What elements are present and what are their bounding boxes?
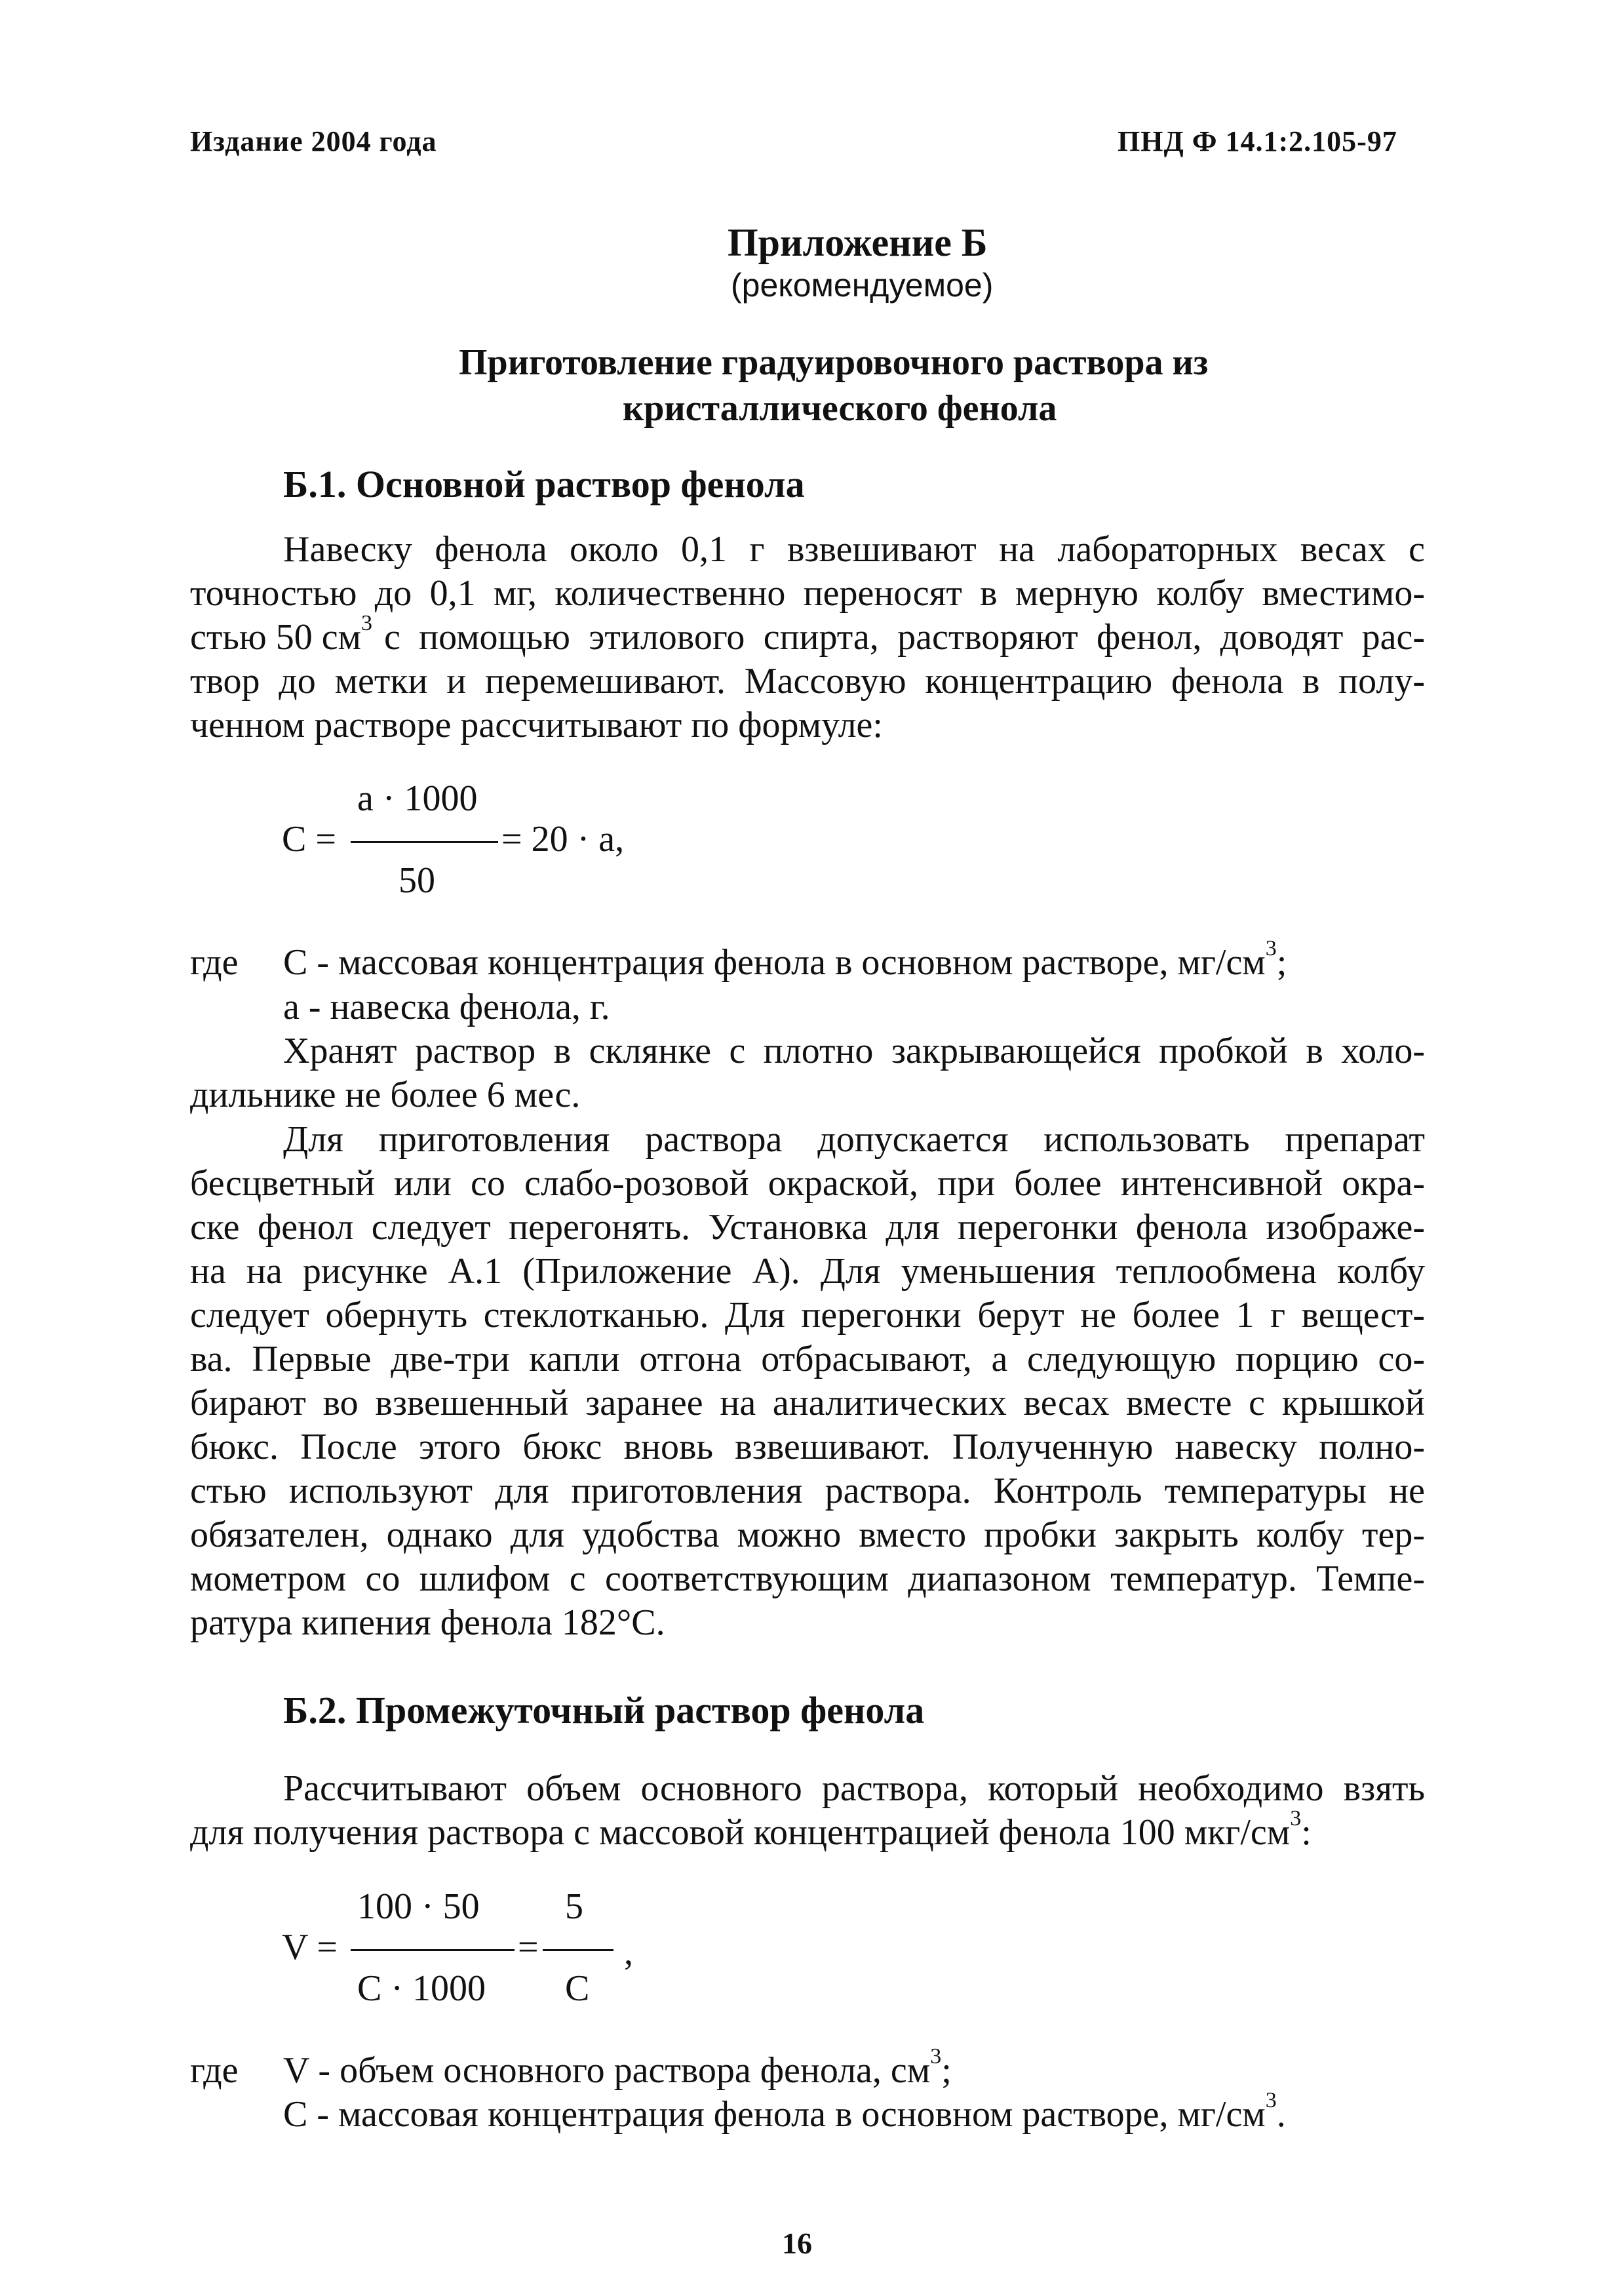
paragraph-end: :: [1301, 1812, 1312, 1853]
definition-a: a - навеска фенола, г.: [283, 987, 610, 1027]
paragraph-line: дильнике не более 6 мес.: [190, 1075, 581, 1115]
where-label: где: [190, 942, 239, 983]
paragraph-text: стью 50 см: [190, 617, 361, 658]
paragraph-line: стью используют для приготовления раствора. Контроль температуры не: [190, 1471, 1425, 1511]
appendix-heading-line-1: Приготовление градуировочного раствора из: [459, 342, 1209, 383]
definition-c: [283, 2088, 1286, 2135]
paragraph-line: мометром со шлифом с соответствующим диапазоном температур. Темпе-: [190, 1558, 1425, 1599]
paragraph-line: обязателен, однако для удобства можно вместо пробки закрыть колбу тер-: [190, 1514, 1425, 1555]
definition-text: C - массовая концентрация фенола в основном растворе, мг/см: [283, 942, 1266, 983]
page-number: 16: [782, 2227, 812, 2260]
paragraph-line: ратура кипения фенола 182°С.: [190, 1602, 665, 1643]
paragraph-line: бирают во взвешенный заранее на аналитических весах вместе с крышкой: [190, 1383, 1425, 1423]
definition-c: [283, 936, 1287, 983]
paragraph-line: [190, 1806, 1312, 1853]
definition-v: [283, 2044, 952, 2091]
appendix-subtitle: (рекомендуемое): [731, 267, 994, 304]
header-edition: Издание 2004 года: [190, 125, 437, 157]
paragraph-text: с помощью этилового спирта, растворяют фенол, доводят рас-: [384, 617, 1425, 658]
paragraph-line-with-superscript: [190, 611, 1425, 658]
formula-denominator-2: C: [565, 1968, 590, 2009]
formula-denominator: 50: [399, 860, 435, 901]
paragraph-line: Рассчитывают объем основного раствора, который необходимо взять: [283, 1768, 1425, 1809]
fraction-bar: [543, 1949, 613, 1951]
formula-lhs: C =: [282, 819, 336, 860]
formula-numerator: a · 1000: [357, 778, 478, 819]
paragraph-line: следует обернуть стеклотканью. Для перегонки берут не более 1 г вещест-: [190, 1295, 1425, 1336]
formula-lhs: V =: [282, 1927, 338, 1968]
fraction-bar: [351, 1949, 515, 1951]
formula-rhs: = 20 · a,: [501, 819, 625, 860]
paragraph-line: ченном растворе рассчитывают по формуле:: [190, 705, 883, 745]
formula-numerator-1: 100 · 50: [357, 1886, 480, 1927]
paragraph-line: бесцветный или со слабо-розовой окраской, при более интенсивной окра-: [190, 1163, 1425, 1204]
definition-text: C - массовая концентрация фенола в основном растворе, мг/см: [283, 2094, 1266, 2135]
fraction-bar: [351, 841, 498, 843]
definition-text: V - объем основного раствора фенола, см: [283, 2050, 931, 2091]
superscript: 3: [1290, 1806, 1302, 1831]
superscript: 3: [930, 2044, 942, 2068]
paragraph-line: ва. Первые две-три капли отгона отбрасывают, а следующую порцию со-: [190, 1339, 1425, 1379]
formula-denominator-1: C · 1000: [357, 1968, 486, 2009]
header-document-code: ПНД Ф 14.1:2.105-97: [1118, 125, 1397, 157]
paragraph-line: Навеску фенола около 0,1 г взвешивают на лабораторных весах с: [283, 529, 1425, 570]
formula-equals: =: [518, 1927, 539, 1968]
appendix-heading-line-2: кристаллического фенола: [623, 388, 1057, 429]
paragraph-line: твор до метки и перемешивают. Массовую концентрацию фенола в полу-: [190, 661, 1425, 702]
definition-end: ;: [941, 2050, 952, 2091]
paragraph-line: Хранят раствор в склянке с плотно закрывающейся пробкой в холо-: [283, 1031, 1425, 1071]
paragraph-line: на на рисунке А.1 (Приложение А). Для уменьшения теплообмена колбу: [190, 1251, 1425, 1292]
paragraph-text: для получения раствора с массовой концентрацией фенола 100 мкг/см: [190, 1812, 1291, 1853]
superscript: 3: [1265, 936, 1277, 960]
superscript: 3: [361, 611, 372, 635]
formula-end: ,: [624, 1932, 633, 1973]
paragraph-line: бюкс. После этого бюкс вновь взвешивают. Полученную навеску полно-: [190, 1427, 1425, 1467]
definition-end: .: [1276, 2094, 1286, 2135]
paragraph-line: Для приготовления раствора допускается использовать препарат: [283, 1119, 1425, 1160]
where-label: где: [190, 2050, 239, 2091]
paragraph-line: точностью до 0,1 мг, количественно переносят в мерную колбу вместимо-: [190, 573, 1425, 614]
appendix-title: Приложение Б: [728, 221, 988, 264]
section-1-title: Б.1. Основной раствор фенола: [283, 463, 805, 505]
formula-numerator-2: 5: [565, 1886, 583, 1927]
section-2-title: Б.2. Промежуточный раствор фенола: [283, 1689, 925, 1732]
definition-end: ;: [1276, 942, 1287, 983]
superscript: 3: [1265, 2088, 1277, 2112]
paragraph-line: ске фенол следует перегонять. Установка для перегонки фенола изображе-: [190, 1207, 1425, 1248]
